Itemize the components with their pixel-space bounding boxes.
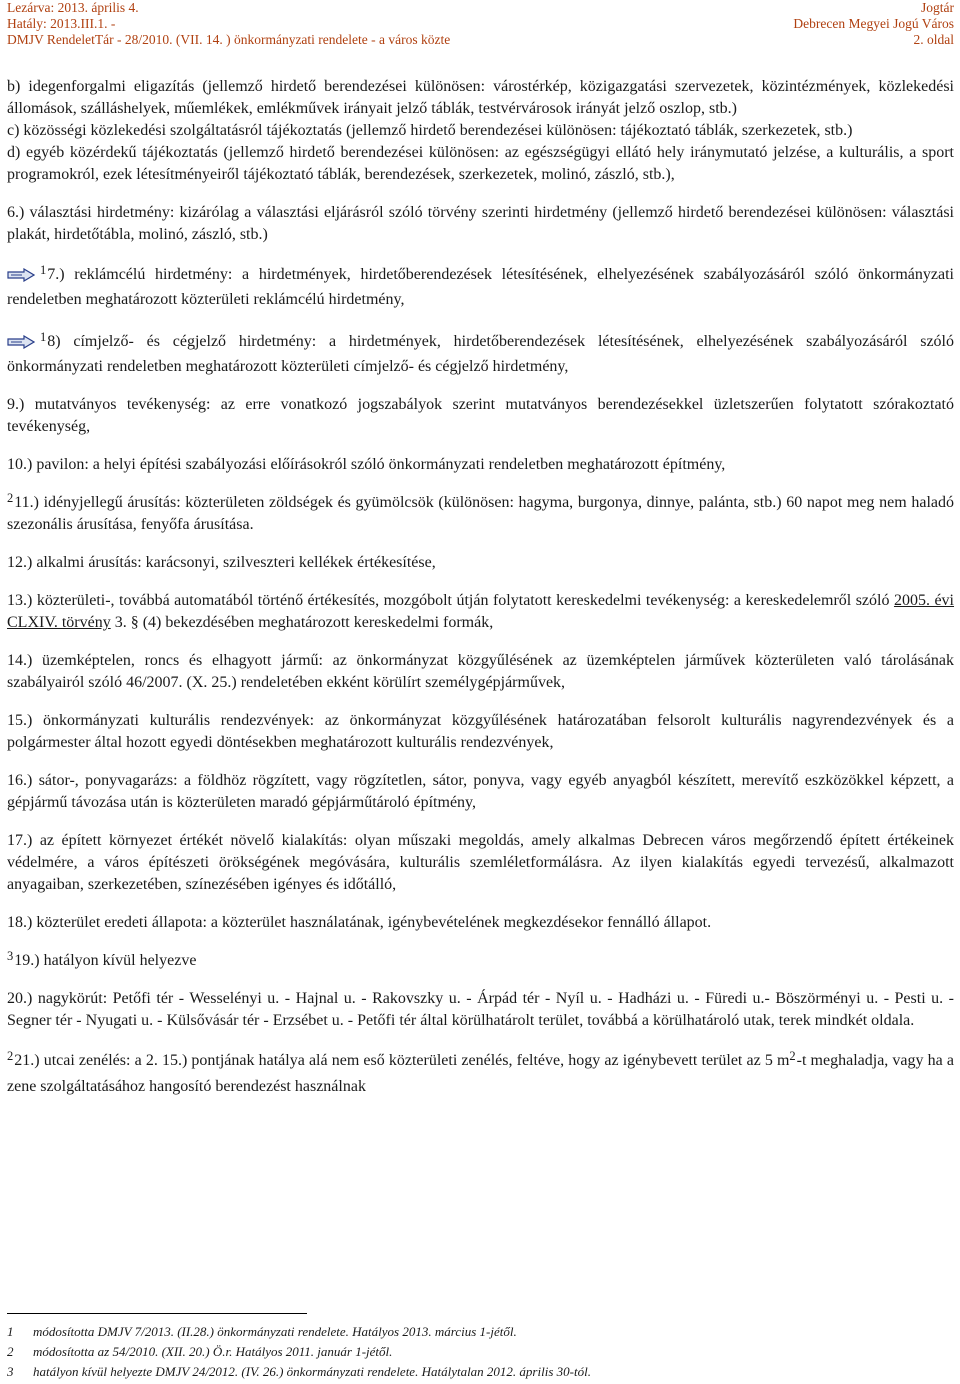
paragraph-7: [7, 264, 954, 311]
footnote-ref[interactable]: 3: [7, 949, 14, 963]
footnote-separator: [7, 1313, 307, 1314]
paragraph-7-text: 7.) reklámcélú hirdetmény: a hirdetmények, hirdetőberendezések létesítésének, elhelyezésének szabályozásáról szóló önkormányzati rendeletben meghatározott közterületi reklámcélú hirdetmény,: [7, 266, 954, 308]
footnote-ref[interactable]: 1: [40, 330, 47, 344]
paragraph-10: 10.) pavilon: a helyi építési szabályozási előírásokról szóló önkormányzati rendeletben meghatározott építmény,: [7, 456, 726, 473]
paragraph-17: 17.) az épített környezet értékét növelő kialakítás: olyan műszaki megoldás, amely alkalmas Debrecen város megőrzendő épített értékeinek védelmére, a város építészeti örökségének megóvására, kulturális szemléletformálásra. Az ilyen kialakítás egyedi tervezésű, alkalmazott anyagaiban, szerkezetében, színezésében igényes és időtálló,: [7, 832, 954, 893]
paragraph-21: [7, 1048, 954, 1100]
amendment-pointer-icon[interactable]: [7, 334, 35, 356]
header-document-title: DMJV RendeletTár - 28/2010. (VII. 14. ) önkormányzati rendelete - a város közte: [7, 32, 451, 47]
document-body: [7, 76, 954, 1100]
paragraph-19-text: 19.) hatályon kívül helyezve: [14, 952, 197, 969]
paragraph-13: [7, 590, 954, 634]
paragraph-d: d) egyéb közérdekű tájékoztatás (jellemző hirdető berendezései különösen: az egészségügyi ellátó hely iránymutató jelzése, a kulturális, a sport programokról, ezek létesítményeiről tájékoztató táblák, berendezések, szerkezetek, molinó, zászló, stb.),: [7, 144, 954, 183]
paragraph-9: 9.) mutatványos tevékenység: az erre vonatkozó jogszabályok szerint mutatványos berendezésekkel üzletszerűen folytatott szórakoztató tevékenység,: [7, 396, 954, 435]
law-reference-link[interactable]: 2005. évi CLXIV. törvény: [7, 592, 955, 631]
paragraph-8: [7, 331, 954, 378]
paragraph-8-text: 8) címjelző- és cégjelző hirdetmény: a hirdetmények, hirdetőberendezések létesítésének, elhelyezésének szabályozásáról szóló önkormányzati rendeletben meghatározott közterületi címjelző- és cégjelző hirdetmény,: [7, 333, 954, 375]
paragraph-6: 6.) választási hirdetmény: kizárólag a választási eljárásról szóló törvény szerinti hirdetmény (jellemző hirdető berendezései különösen: választási plakát, hirdetőtábla, molinó, zászló, stb.): [7, 204, 954, 243]
paragraph-c: c) közösségi közlekedési szolgáltatásról tájékoztatás (jellemző hirdető berendezései különösen: tájékoztató táblák, szerkezetek, stb.): [7, 122, 853, 139]
header-page-number: 2. oldal: [913, 32, 954, 47]
header-municipality: Debrecen Megyei Jogú Város: [793, 16, 954, 31]
footnote-ref[interactable]: 2: [7, 1049, 14, 1063]
paragraph-14: 14.) üzemképtelen, roncs és elhagyott jármű: az önkormányzat közgyűlésének az üzemképtelen járművek közterületen való tárolásának szabályairól szóló 46/2007. (X. 25.) rendeletében ekként körülírt személygépjárművek,: [7, 652, 954, 691]
footnote-2: 2 módosította az 54/2010. (XII. 20.) Ö.r. Hatályos 2011. január 1-jétől.: [7, 1344, 393, 1359]
header-effective: Hatály: 2013.III.1. -: [7, 16, 116, 31]
amendment-pointer-icon[interactable]: [7, 267, 35, 289]
paragraph-16: 16.) sátor-, ponyvagarázs: a földhöz rögzített, vagy rögzítetlen, sátor, ponyva, vagy egyéb anyagból készített, merevítő eszközökkel képzett, a gépjármű távozása után is közterületen maradó gépjárműtároló építmény,: [7, 772, 954, 811]
paragraph-11-text: 11.) idényjellegű árusítás: közterületen zöldségek és gyümölcsök (különösen: hagyma, burgonya, dinnye, palánta, stb.) 60 napot meg nem haladó szezonális árusítása, fenyőfa árusítása.: [7, 494, 954, 533]
footnote-ref[interactable]: 2: [7, 491, 14, 505]
paragraph-21-text: 21.) utcai zenélés: a 2. 15.) pontjának hatálya alá nem eső közterületi zenélés, feltéve, hogy az igénybevett terület az 5 m: [14, 1052, 790, 1069]
paragraph-21-text-end: -t meghaladja, vagy ha a zene szolgáltatásához hangosító berendezést használnak: [7, 1052, 954, 1095]
paragraph-20: 20.) nagykörút: Petőfi tér - Wesselényi u. - Hajnal u. - Rakovszky u. - Árpád tér - Nyíl u. - Hadházi u. - Füredi u.- Böszörményi u. - Pesti u. - Segner tér - Nyugati u. - Külsővásár tér - Erzsébet u. - Petőfi tér által körülhatárolt terület, továbbá a körülhatároló utak, terek mindkét oldala.: [7, 990, 954, 1029]
paragraph-13-text: 13.) közterületi-, továbbá automatából történő értékesítés, mozgóbolt útján folytatott kereskedelmi tevékenység: a kereskedelemről szóló: [7, 592, 894, 609]
footnotes: [7, 1322, 954, 1382]
header-source: Jogtár: [921, 0, 954, 15]
footnote-1: 1 módosította DMJV 7/2013. (II.28.) önkormányzati rendelete. Hatályos 2013. március 1-jétől.: [7, 1324, 517, 1339]
footnote-ref[interactable]: 1: [40, 263, 47, 277]
paragraph-11: [7, 492, 954, 536]
paragraph-19: [7, 950, 954, 972]
superscript-squared: 2: [789, 1049, 796, 1063]
header-closed-date: Lezárva: 2013. április 4.: [7, 0, 139, 15]
footnote-3: 3 hatályon kívül helyezte DMJV 24/2012. (IV. 26.) önkormányzati rendelete. Hatálytalan 2012. április 30-tól.: [7, 1364, 591, 1379]
paragraph-12: 12.) alkalmi árusítás: karácsonyi, szilveszteri kellékek értékesítése,: [7, 554, 436, 571]
paragraph-15: 15.) önkormányzati kulturális rendezvények: az önkormányzat közgyűlésének határozatában felsorolt kulturális nagyrendezvények és a polgármester által hozott egyedi döntésekben meghatározott kulturális rendezvények,: [7, 712, 954, 751]
paragraph-18: 18.) közterület eredeti állapota: a közterület használatának, igénybevételének megkezdésekor fennálló állapot.: [7, 914, 712, 931]
paragraph-13-text-end: 3. § (4) bekezdésében meghatározott kereskedelmi formák,: [110, 614, 494, 631]
page-header-left: [7, 0, 450, 48]
page-header-right: [793, 0, 954, 48]
paragraph-b: b) idegenforgalmi eligazítás (jellemző hirdető berendezései különösen: várostérkép, közigazgatási szervezetek, közintézmények, közlekedési állomások, szálláshelyek, műemlékek, emlékművek irányait jelző táblák, testvérvárosok irányát jelző oszlop, stb.): [7, 78, 954, 117]
